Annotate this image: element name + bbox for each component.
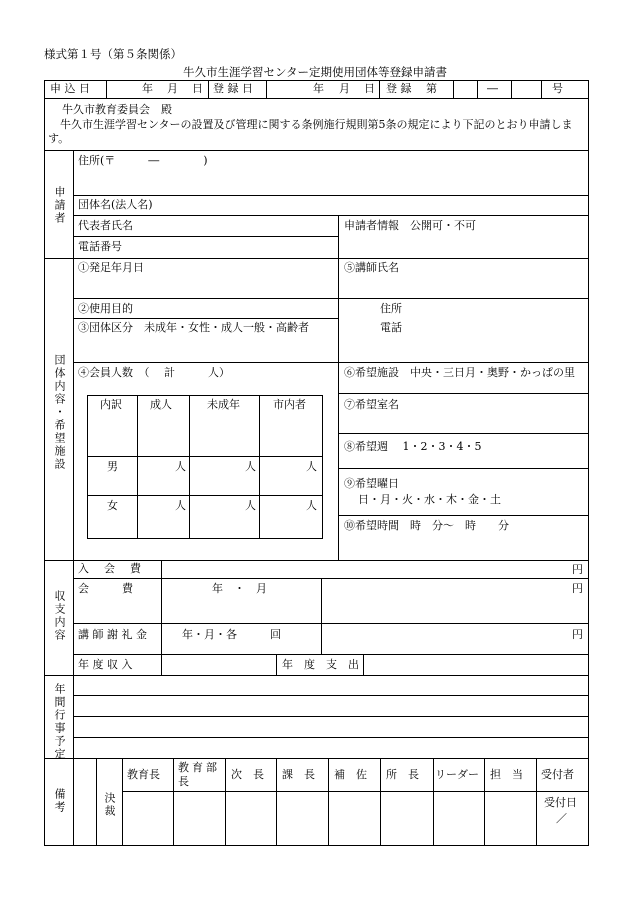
application-date-label: 申 込 日 [50,82,90,95]
member-cell[interactable]: 人 [306,499,317,512]
category-field[interactable]: ③団体区分 未成年・女性・成人一般・高齢者 [78,321,309,334]
representative-field[interactable]: 代表者氏名 [78,219,133,232]
week-field[interactable]: ⑧希望週 1・2・3・4・5 [344,440,482,453]
member-table-header: 未成年 [207,398,240,411]
member-cell[interactable]: 人 [306,460,317,473]
request-text: 牛久市生涯学習センターの設置及び管理に関する条例施行規則第5条の規定により下記のとおり申請します。 [48,118,573,145]
instructor-fee-yen: 円 [572,628,583,641]
founded-date-field[interactable]: ①発足年月日 [78,261,144,274]
approver-receiver: 受付者 [541,768,574,781]
weekday-options[interactable]: 日・月・火・水・木・金・土 [358,493,501,506]
reception-date-field[interactable]: ／ [556,812,567,825]
approver-leader: リーダー [435,768,479,781]
instructor-period-field[interactable]: 年・月・各 回 [182,628,281,641]
member-cell[interactable]: 人 [175,460,186,473]
reception-date-label: 受付日 [544,796,577,809]
approver-staff: 担 当 [490,768,523,781]
remarks-label: 備考 [53,788,66,814]
applicant-info-field[interactable]: 申請者情報 公開可・不可 [344,219,476,232]
member-cell[interactable]: 人 [175,499,186,512]
entrance-fee-yen: 円 [572,563,583,576]
approver-education-director: 教育部長 [178,761,220,788]
facility-field[interactable]: ⑥希望施設 中央・三日月・奥野・かっぱの里 [344,366,575,379]
membership-period-field[interactable]: 年 ・ 月 [212,582,267,595]
member-cell[interactable]: 人 [245,499,256,512]
registration-dash: ― [487,82,498,95]
decision-label: 決裁 [103,792,116,818]
registration-day: 日 [364,82,375,95]
time-field[interactable]: ⑩希望時間 時 分～ 時 分 [344,519,509,532]
annual-income-label: 年 度 収 入 [78,658,133,671]
member-table-header: 成人 [150,398,172,411]
form-title: 牛久市生涯学習センター定期使用団体等登録申請書 [182,65,448,79]
weekday-field[interactable]: ⑨希望曜日 [344,477,399,490]
application-month: 月 [167,82,178,95]
annual-expense-label: 年 度 支 出 [282,658,359,671]
instructor-name-field[interactable]: ⑤講師氏名 [344,261,399,274]
registration-number-label: 登 録 第 [386,82,437,95]
approver-director: 所 長 [386,768,419,781]
member-table-header: 市内者 [273,398,306,411]
approver-superintendent: 教育長 [127,768,160,781]
purpose-field[interactable]: ②使用目的 [78,302,133,315]
instructor-address-field[interactable]: 住所 [380,302,402,315]
member-count-field[interactable]: ④会員人数 （ 計 人） [78,366,230,379]
applicant-section-label: 申請者 [53,186,66,225]
application-year: 年 [142,82,153,95]
member-row-label: 女 [107,499,118,512]
member-table-header: 内訳 [100,398,122,411]
annual-events-label: 年間行事予定 [53,683,66,761]
registration-number-suffix: 号 [552,82,563,95]
approver-deputy: 次 長 [231,768,264,781]
instructor-phone-field[interactable]: 電話 [380,321,402,334]
group-name-field[interactable]: 団体名(法人名) [78,198,153,211]
membership-fee-label: 会 費 [78,582,133,595]
finance-section-label: 収支内容 [53,590,66,642]
form-number: 様式第１号（第５条関係） [44,47,182,61]
instructor-fee-label: 講 師 謝 礼 金 [78,628,147,641]
member-cell[interactable]: 人 [245,460,256,473]
room-field[interactable]: ⑦希望室名 [344,398,399,411]
membership-fee-yen: 円 [572,582,583,595]
registration-date-label: 登 録 日 [213,82,253,95]
entrance-fee-label: 入 会 費 [78,562,143,575]
addressee: 牛久市教育委員会 殿 [62,103,172,116]
approver-section-chief: 課 長 [282,768,315,781]
phone-field[interactable]: 電話番号 [78,240,122,253]
approver-assistant: 補 佐 [334,768,367,781]
member-row-label: 男 [107,460,118,473]
application-day: 日 [192,82,203,95]
address-field[interactable]: 住所(〒 ― ) [78,154,208,167]
group-section-label: 団体内容・希望施設 [53,354,66,471]
registration-year: 年 [313,82,324,95]
registration-month: 月 [339,82,350,95]
